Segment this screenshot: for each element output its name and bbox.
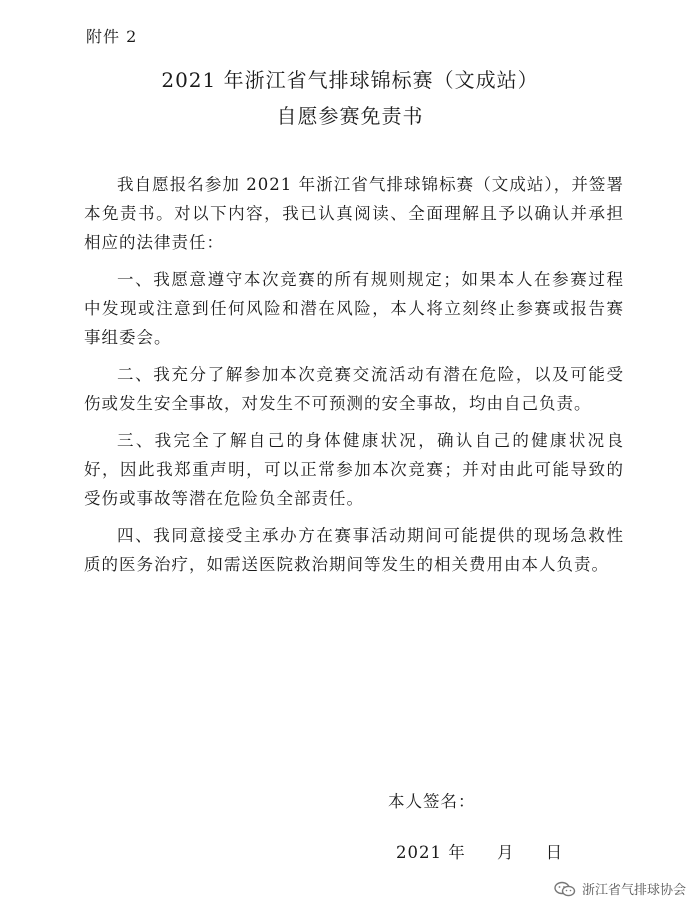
signature-date: 2021 年 月 日: [396, 843, 564, 862]
wechat-icon: [554, 881, 576, 897]
attachment-label: 附件 2: [86, 27, 138, 46]
clause-paragraph-3: 三、我完全了解自己的身体健康状况，确认自己的健康状况良好，因此我郑重声明，可以正常参加本次竞赛；并对由此可能导致的受伤或事故等潜在危险负全部责任。: [84, 431, 624, 508]
intro-paragraph: 我自愿报名参加 2021 年浙江省气排球锦标赛（文成站），并签署本免责书。对以下内容，我已认真阅读、全面理解且予以确认并承担相应的法律责任：: [84, 175, 624, 252]
clause-paragraph-2: 二、我充分了解参加本次竞赛交流活动有潜在危险，以及可能受伤或发生安全事故，对发生不可预测的安全事故，均由自己负责。: [84, 365, 624, 413]
document-title: 2021 年浙江省气排球锦标赛（文成站）: [161, 68, 539, 92]
clause-paragraph-1: 一、我愿意遵守本次竞赛的所有规则规定；如果本人在参赛过程中发现或注意到任何风险和潜在风险，本人将立刻终止参赛或报告赛事组委会。: [84, 270, 624, 347]
clause-paragraph-4: 四、我同意接受主承办方在赛事活动期间可能提供的现场急救性质的医务治疗，如需送医院救治期间等发生的相关费用由本人负责。: [84, 526, 624, 574]
document-subtitle: 自愿参赛免责书: [276, 104, 424, 128]
document-body: [84, 170, 624, 587]
watermark: [554, 879, 686, 898]
signature-label: 本人签名：: [388, 792, 476, 811]
watermark-text: 浙江省气排球协会: [581, 883, 686, 898]
